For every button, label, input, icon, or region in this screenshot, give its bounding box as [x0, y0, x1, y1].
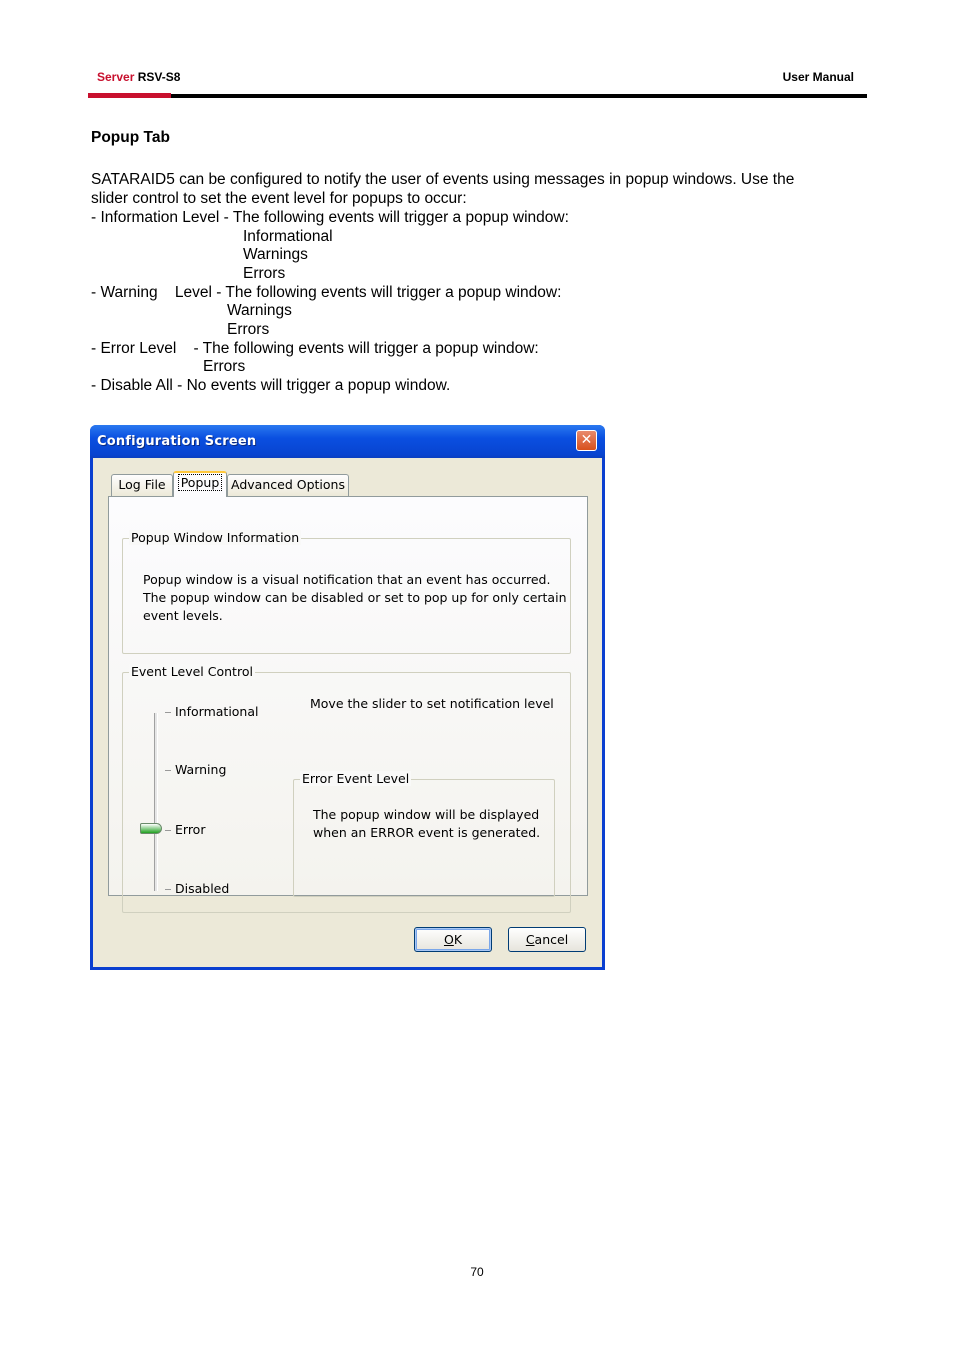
- slider-tick: [165, 889, 171, 890]
- body-line: Errors: [243, 265, 286, 282]
- body-line: slider control to set the event level for popups to occur:: [91, 190, 467, 207]
- body-line: Warnings: [227, 302, 292, 319]
- event-level-group-title: Event Level Control: [131, 664, 253, 679]
- tab-popup-label: Popup: [178, 474, 223, 491]
- slider-tick: [165, 830, 171, 831]
- cancel-accelerator: C: [525, 932, 535, 947]
- cancel-label: ancel: [534, 932, 569, 947]
- level-label-informational: Informational: [175, 704, 259, 719]
- error-event-level-group: [293, 771, 555, 897]
- dialog-title: Configuration Screen: [97, 434, 257, 449]
- header-rule-red: [88, 93, 171, 98]
- error-level-description: when an ERROR event is generated.: [313, 825, 541, 840]
- cancel-button[interactable]: [508, 927, 586, 952]
- popup-info-group: [122, 530, 571, 654]
- ok-accelerator: O: [443, 932, 454, 947]
- body-line: Errors: [227, 321, 270, 338]
- popup-info-group-title: Popup Window Information: [131, 530, 300, 545]
- header-brand: Server: [97, 70, 135, 84]
- body-line: Errors: [203, 358, 246, 375]
- close-icon[interactable]: ✕: [576, 430, 597, 451]
- error-level-description: The popup window will be displayed: [313, 807, 540, 822]
- dialog-title-bar[interactable]: [90, 425, 605, 458]
- header-product: [97, 70, 180, 84]
- event-level-group: [122, 664, 571, 913]
- header-rule-black: [171, 94, 867, 98]
- slider-hint: Move the slider to set notification level: [310, 696, 554, 711]
- error-event-level-title: Error Event Level: [302, 771, 410, 786]
- slider-tick: [165, 712, 171, 713]
- section-title: Popup Tab: [91, 129, 170, 146]
- popup-info-text: Popup window is a visual notification that an event has occurred.: [143, 572, 551, 587]
- body-line: - Information Level - The following events will trigger a popup window:: [91, 209, 569, 226]
- body-line: SATARAID5 can be configured to notify the user of events using messages in popup windows. Use the: [91, 171, 795, 188]
- popup-info-text: The popup window can be disabled or set to pop up for only certain: [143, 590, 567, 605]
- slider-thumb[interactable]: [140, 823, 162, 834]
- popup-info-text: event levels.: [143, 608, 223, 623]
- ok-label: K: [453, 932, 463, 947]
- header-model: RSV-S8: [137, 70, 181, 84]
- slider-tick: [165, 770, 171, 771]
- configuration-dialog: [90, 425, 605, 970]
- page-number: 70: [470, 1265, 484, 1279]
- tab-popup[interactable]: [173, 471, 227, 497]
- level-label-error: Error: [175, 822, 206, 837]
- level-label-warning: Warning: [175, 762, 227, 777]
- header-manual-label: User Manual: [782, 70, 854, 84]
- level-label-disabled: Disabled: [175, 881, 230, 896]
- body-line: - Disable All - No events will trigger a popup window.: [91, 377, 451, 394]
- tab-log-file[interactable]: Log File: [111, 474, 173, 496]
- body-line: Warnings: [243, 246, 308, 263]
- popup-tab-panel: [108, 496, 588, 896]
- dialog-client-area: [93, 458, 602, 967]
- body-line: - Error Level - The following events will trigger a popup window:: [91, 340, 539, 357]
- body-line: Informational: [243, 228, 333, 245]
- notification-level-slider[interactable]: [154, 713, 158, 891]
- ok-button[interactable]: [414, 927, 492, 952]
- body-line: - Warning Level - The following events will trigger a popup window:: [91, 284, 562, 301]
- tab-advanced-options[interactable]: Advanced Options: [227, 474, 349, 496]
